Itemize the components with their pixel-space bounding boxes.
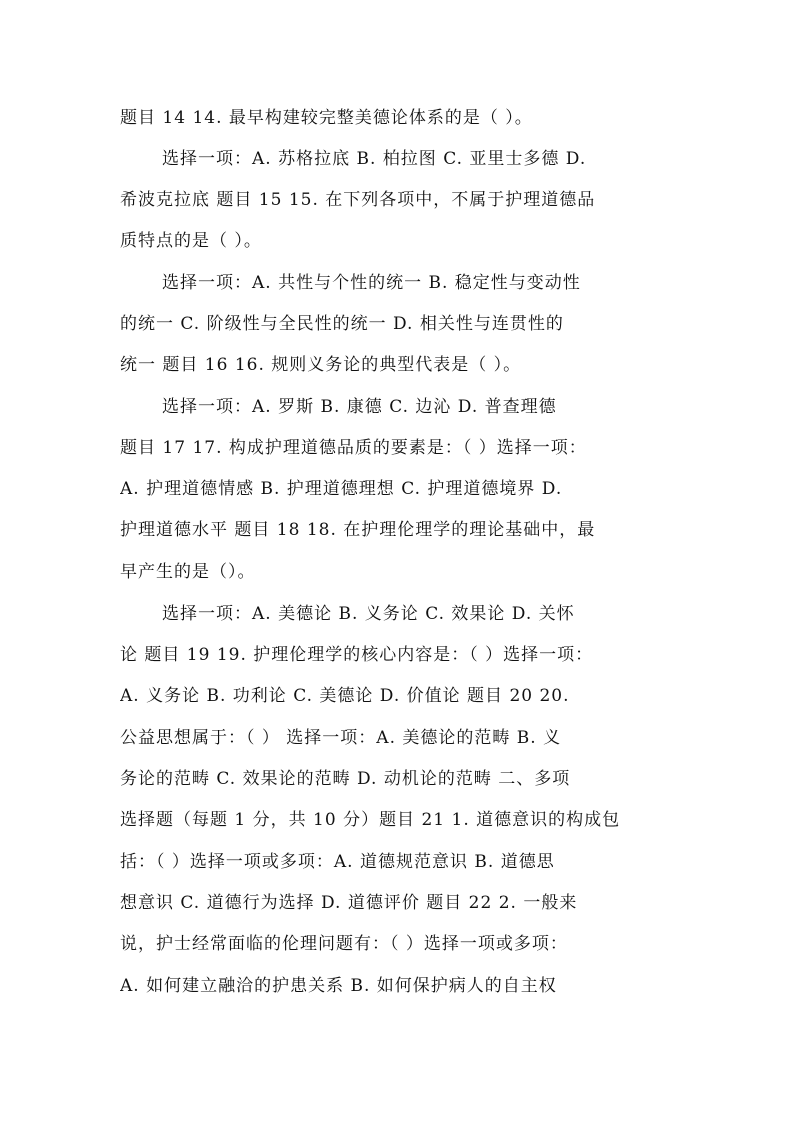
text-line: A. 义务论 B. 功利论 C. 美德论 D. 价值论 题目 20 20.: [120, 686, 570, 706]
text-line: 的统一 C. 阶级性与全民性的统一 D. 相关性与连贯性的: [120, 314, 564, 334]
text-line: 括：（ ）选择一项或多项：A. 道德规范意识 B. 道德思: [120, 852, 555, 872]
text-line: 选择一项：A. 罗斯 B. 康德 C. 边沁 D. 普查理德: [162, 397, 557, 417]
text-line: A. 护理道德情感 B. 护理道德理想 C. 护理道德境界 D.: [120, 479, 563, 499]
text-line: 选择一项：A. 苏格拉底 B. 柏拉图 C. 亚里士多德 D.: [162, 149, 587, 169]
text-line: 选择一项：A. 美德论 B. 义务论 C. 效果论 D. 关怀: [162, 604, 575, 624]
text-line: 早产生的是（）。: [120, 562, 256, 582]
text-line: 公益思想属于：（ ） 选择一项：A. 美德论的范畴 B. 义: [120, 728, 562, 748]
text-line: 题目 14 14. 最早构建较完整美德论体系的是（ ）。: [120, 108, 533, 128]
text-line: 选择一项：A. 共性与个性的统一 B. 稳定性与变动性: [162, 273, 581, 293]
text-line: 希波克拉底 题目 15 15. 在下列各项中，不属于护理道德品: [120, 190, 596, 210]
text-line: 选择题（每题 1 分，共 10 分）题目 21 1. 道德意识的构成包: [120, 810, 621, 830]
text-line: 质特点的是（ ）。: [120, 231, 262, 251]
text-line: 护理道德水平 题目 18 18. 在护理伦理学的理论基础中，最: [120, 520, 596, 540]
text-line: 说，护士经常面临的伦理问题有：（ ）选择一项或多项：: [120, 934, 568, 954]
text-line: A. 如何建立融洽的护患关系 B. 如何保护病人的自主权: [120, 976, 557, 996]
text-line: 想意识 C. 道德行为选择 D. 道德评价 题目 22 2. 一般来: [120, 893, 578, 913]
text-line: 论 题目 19 19. 护理伦理学的核心内容是：（ ）选择一项：: [120, 645, 594, 665]
text-line: 题目 17 17. 构成护理道德品质的要素是：（ ）选择一项：: [120, 438, 587, 458]
text-line: 统一 题目 16 16. 规则义务论的典型代表是（ ）。: [120, 355, 522, 375]
text-line: 务论的范畴 C. 效果论的范畴 D. 动机论的范畴 二、多项: [120, 769, 571, 789]
